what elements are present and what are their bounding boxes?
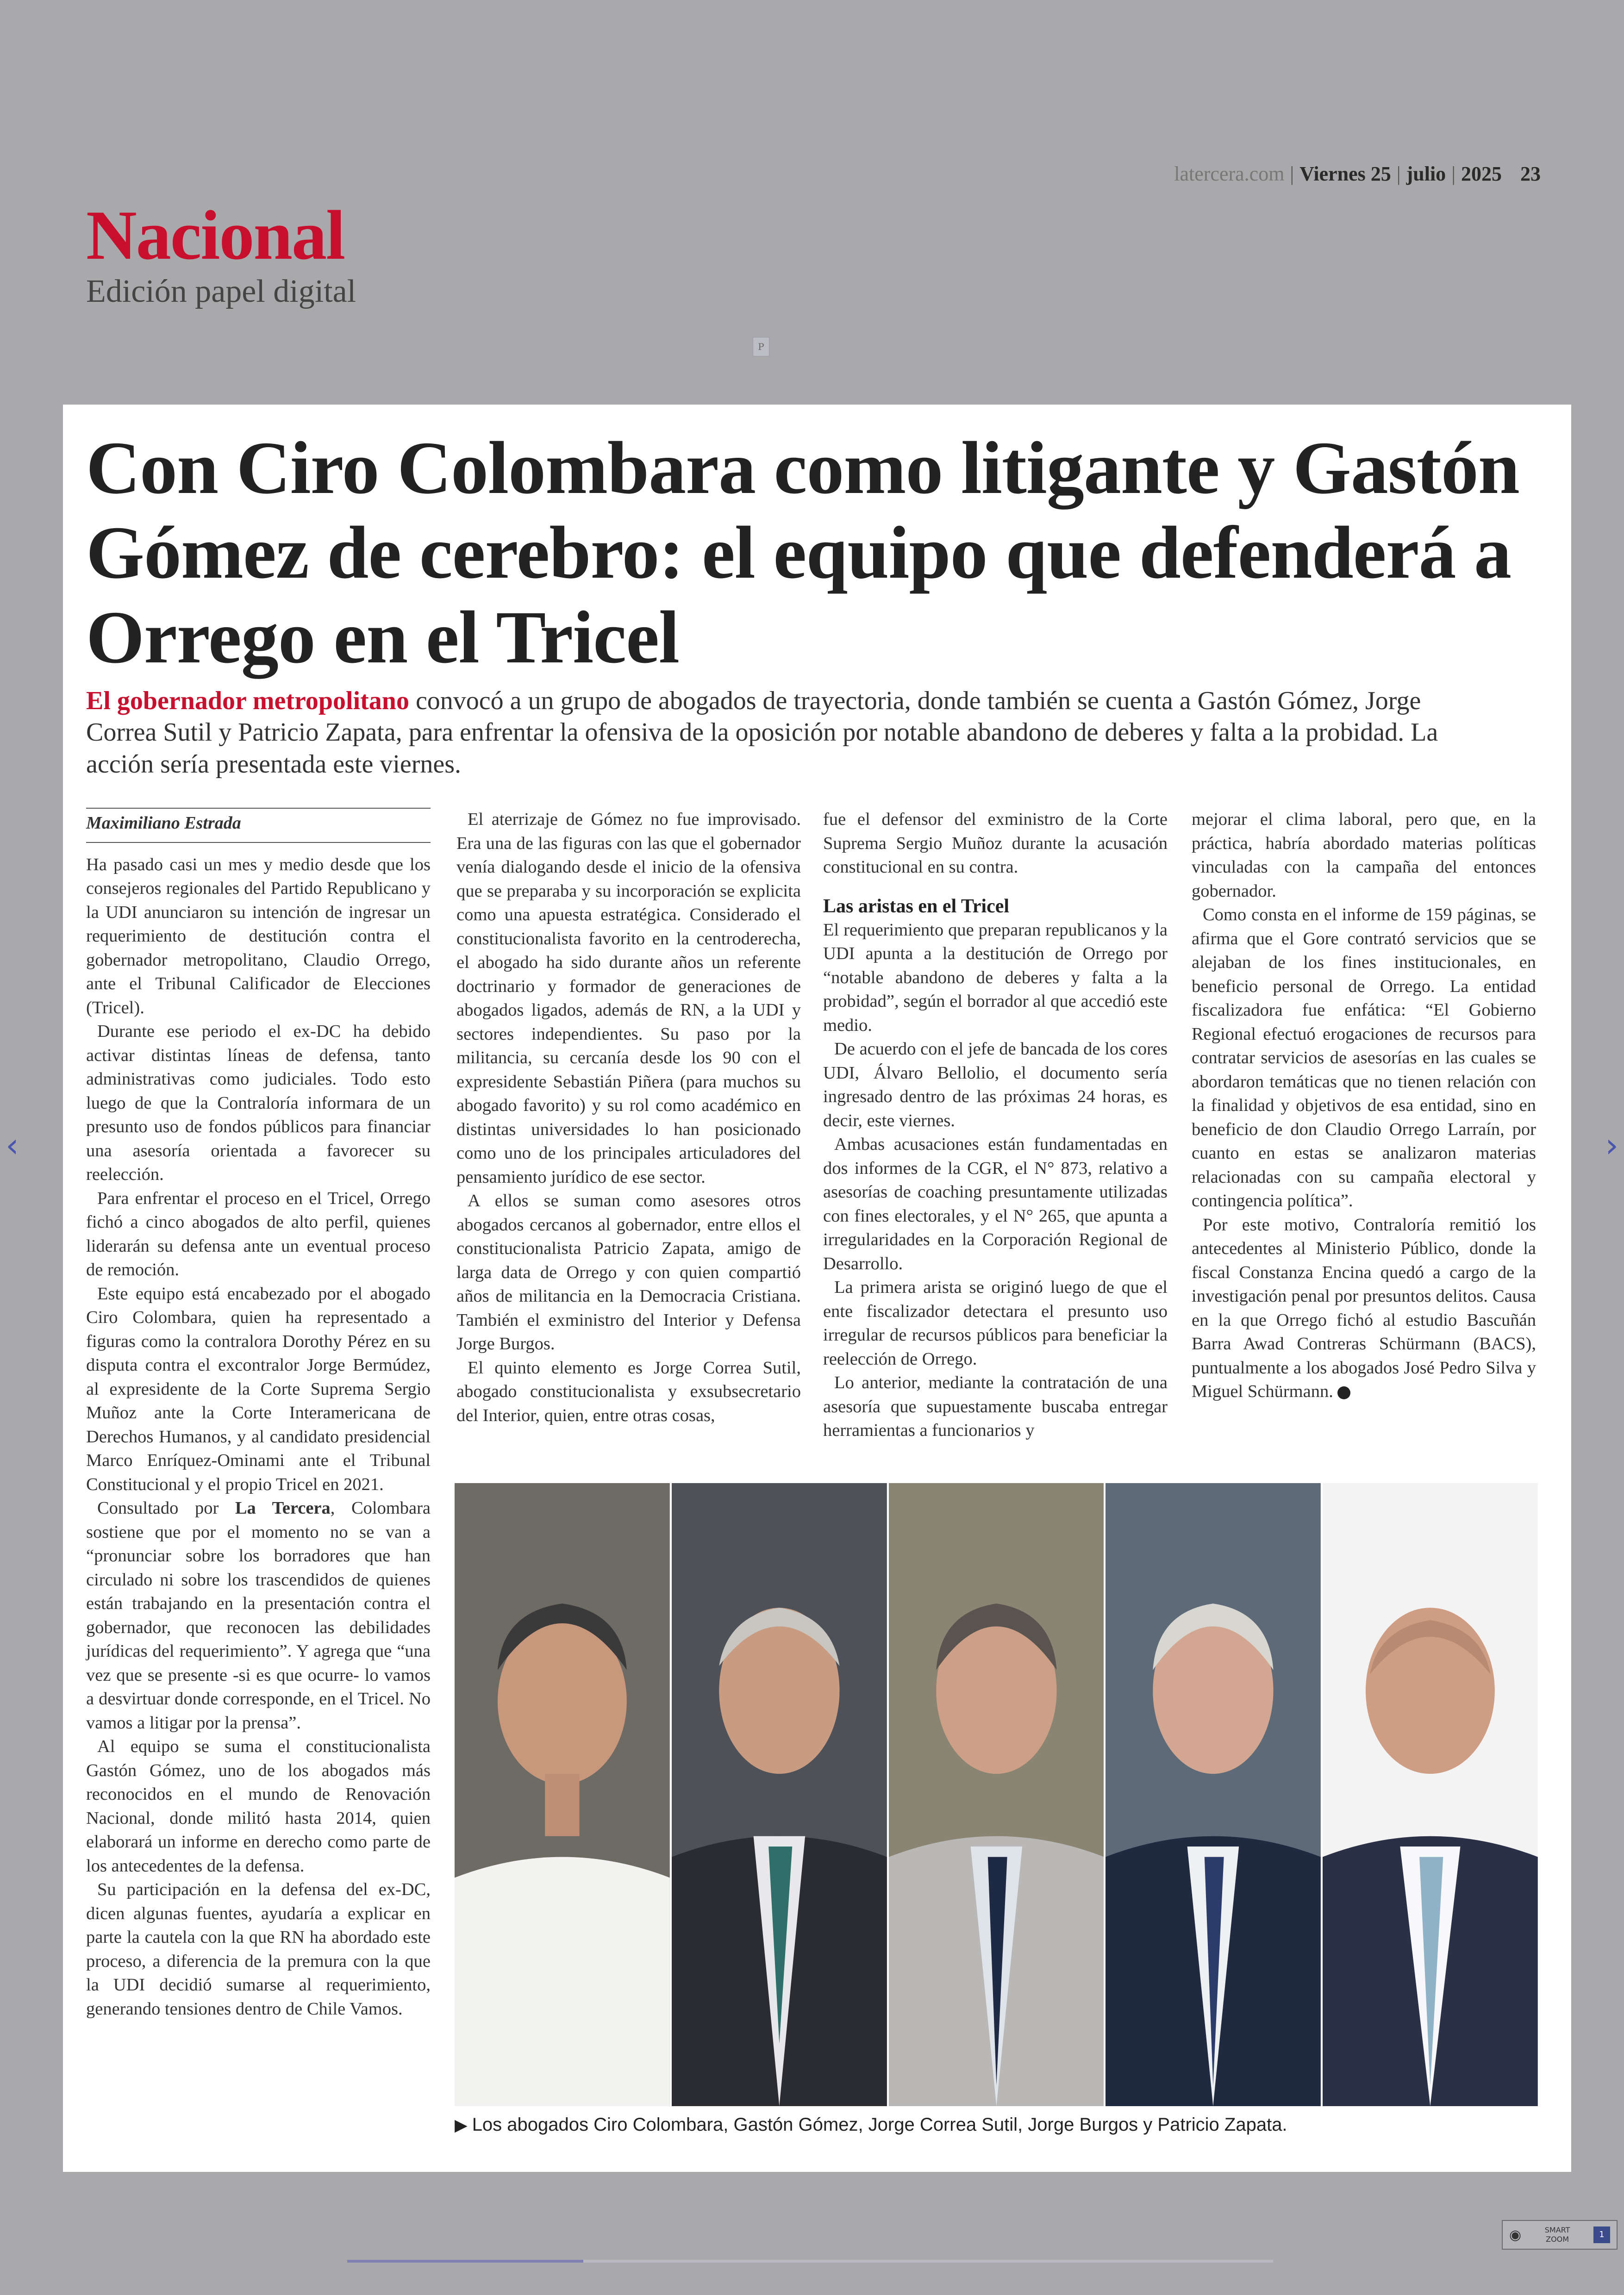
- column-3: [823, 808, 1168, 1443]
- paragraph: Para enfrentar el proceso en el Tricel, Orrego fichó a cinco abogados de alto perfil, quienes liderarán su defensa ante un eventual proceso de remoción.: [86, 1188, 431, 1279]
- paragraph: Como consta en el informe de 159 páginas, se afirma que el Gore contrató servicios que se alejaban de los fines institucionales, en beneficio personal de Orrego. La entidad fiscalizadora fue enfática: “El Gobierno Regional efectuó erogaciones de recursos para contratar servicios de asesorías en las cuales se abordaron temáticas que no tienen relación con la finalidad y objetivos de esa entidad, sino en beneficio de don Claudio Orrego Larraín, por cuanto en estas se analizaron materias relacionadas con su campaña electoral y contingencia política”.: [1192, 905, 1536, 1210]
- smart-zoom-button[interactable]: [1502, 2220, 1618, 2250]
- lead-paragraph: [86, 685, 1475, 780]
- eye-icon: ◉: [1509, 2226, 1522, 2243]
- column-1: [86, 808, 431, 2021]
- paragraph: Durante ese periodo el ex-DC ha debido activar distintas líneas de defensa, tanto administrativas como judiciales. Todo esto luego de que la Contraloría informara de un presunto uso de fondos públicos para financiar una asesoría orientada a favorecer su reelección.: [86, 1022, 431, 1184]
- edition-subtitle: Edición papel digital: [86, 274, 356, 309]
- paragraph: [1192, 1213, 1536, 1404]
- smart-zoom-label-line2: ZOOM: [1546, 2235, 1569, 2244]
- paragraph: La primera arista se originó luego de que el ente fiscalizador detectara el presunto uso irregular de recursos públicos para beneficiar la reelección de Orrego.: [823, 1278, 1168, 1369]
- paragraph: Ambas acusaciones están fundamentadas en dos informes de la CGR, el N° 873, relativo a asesorías de coaching presuntamente utilizadas con fines electorales, y el N° 265, que apunta a irregularidades en la Corporación Regional de Desarrollo.: [823, 1135, 1168, 1273]
- photo-caption: [455, 2114, 1287, 2135]
- page-number: 23: [1520, 162, 1541, 185]
- previous-page-icon[interactable]: ‹: [6, 1126, 19, 1165]
- section-title: Nacional: [86, 196, 345, 274]
- lead-highlight: El gobernador metropolitano: [86, 686, 409, 715]
- column-4: [1192, 808, 1536, 1404]
- paragraph: El requerimiento que preparan republicanos y la UDI apunta a la destitución de Orrego por “notable abandono de deberes y falta a la probidad”, según el borrador al que accedió este medio.: [823, 920, 1168, 1035]
- headline: Con Ciro Colombara como litigante y Gastón Gómez de cerebro: el equipo que defenderá a Orrego en el Tricel: [86, 427, 1519, 680]
- paragraph-text: , Colombara sostiene que por el momento no se van a “pronunciar sobre los borradores que han circulado ni sobre los trascendidos de quienes están trabajando en la presentación contra el gobernador, que reconocen las debilidades jurídicas del requerimiento”. Y agrega que “una vez que se presente -si es que ocurre- lo vamos a desvirtuar donde corresponde, en el Tricel. No vamos a litigar por la prensa”.: [86, 1498, 431, 1733]
- issue-month: julio: [1406, 162, 1446, 185]
- column-2: [456, 808, 801, 1428]
- page-marker[interactable]: P: [753, 337, 769, 356]
- paragraph: fue el defensor del exministro de la Corte Suprema Sergio Muñoz durante la acusación constitucional en su contra.: [823, 810, 1168, 877]
- page-progress-fill: [347, 2260, 583, 2263]
- caption-arrow-icon: ▶: [455, 2115, 468, 2134]
- paragraph: Al equipo se suma el constitucionalista Gastón Gómez, uno de los abogados más reconocidos en el mundo de Renovación Nacional, donde militó hasta 2014, quien elaborará un informe en derecho como parte de los antecedentes de la defensa.: [86, 1737, 431, 1876]
- portrait-photo-5: [1323, 1483, 1538, 2106]
- issue-year: 2025: [1461, 162, 1502, 185]
- paragraph: El aterrizaje de Gómez no fue improvisado. Era una de las figuras con las que el gobernador venía dialogando desde el inicio de la ofensiva que se preparaba y su incorporación se explicita como una apuesta estratégica. Considerado el constitucionalista favorito en la centroderecha, el abogado ha sido durante años un referente doctrinario y formador de generaciones de abogados ligados, además de RN, a la UDI y sectores independientes. Su paso por la militancia, su cercanía desde los 90 con el expresidente Sebastián Piñera (para muchos su abogado favorito) y su rol como académico en distintas universidades lo han posicionado como uno de los principales articuladores del pensamiento jurídico de ese sector.: [456, 810, 801, 1187]
- end-mark-icon: [1337, 1386, 1350, 1399]
- photo-strip: [455, 1483, 1538, 2106]
- subheading: Las aristas en el Tricel: [823, 895, 1010, 917]
- lead-text: convocó a un grupo de abogados de trayectoria, donde también se cuenta a Gastón Gómez, Jorge Correa Sutil y Patricio Zapata, para enfrentar la ofensiva de la oposición por notable abandono de deberes y falta a la probidad. La acción sería presentada este viernes.: [86, 686, 1438, 779]
- site-name: latercera.com: [1174, 162, 1285, 185]
- smart-zoom-label: [1545, 2226, 1570, 2244]
- portrait-photo-1: [455, 1483, 670, 2106]
- next-page-icon[interactable]: ›: [1605, 1126, 1618, 1165]
- byline: Maximiliano Estrada: [86, 808, 431, 843]
- caption-text: Los abogados Ciro Colombara, Gastón Gómez, Jorge Correa Sutil, Jorge Burgos y Patricio Zapata.: [472, 2114, 1287, 2135]
- smart-zoom-label-line1: SMART: [1544, 2226, 1570, 2234]
- portrait-photo-2: [672, 1483, 887, 2106]
- paragraph: De acuerdo con el jefe de bancada de los cores UDI, Álvaro Bellolio, el documento sería ingresado dentro de las próximas 24 horas, es decir, este viernes.: [823, 1039, 1168, 1130]
- paragraph: [86, 1497, 431, 1735]
- paragraph: El quinto elemento es Jorge Correa Sutil, abogado constitucionalista y exsubsecretario del Interior, quien, entre otras cosas,: [456, 1358, 801, 1425]
- paragraph: Su participación en la defensa del ex-DC, dicen algunas fuentes, ayudaría a explicar en parte la cautela con la que RN ha abordado este proceso, a diferencia de la premura con la que la UDI decidió sumarse al requerimiento, generando tensiones dentro de Chile Vamos.: [86, 1880, 431, 2019]
- smart-zoom-badge: 1: [1593, 2226, 1610, 2243]
- portrait-photo-3: [889, 1483, 1104, 2106]
- paragraph-text: Por este motivo, Contraloría remitió los antecedentes al Ministerio Público, donde la fiscal Constanza Encina quedó a cargo de la investigación penal por presuntos delitos. Causa en la que Orrego fichó al estudio Bascuñán Barra Awad Contreras Schürmann (BACS), puntualmente a los abogados José Pedro Silva y Miguel Schürmann.: [1192, 1215, 1536, 1401]
- paragraph-text: Consultado por: [97, 1498, 235, 1518]
- paragraph: Lo anterior, mediante la contratación de una asesoría que supuestamente buscaba entregar herramientas a funcionarios y: [823, 1373, 1168, 1440]
- newspaper-name: La Tercera: [235, 1498, 331, 1518]
- paragraph: Ha pasado casi un mes y medio desde que los consejeros regionales del Partido Republicano y la UDI anunciaron su intención de ingresar un requerimiento de destitución contra el gobernador metropolitano, Claudio Orrego, ante el Tribunal Calificador de Elecciones (Tricel).: [86, 854, 431, 1017]
- paragraph: Este equipo está encabezado por el abogado Ciro Colombara, quien ha representado a figuras como la contralora Dorothy Pérez en su disputa contra el excontralor Jorge Bermúdez, al expresidente de la Corte Suprema Sergio Muñoz ante la Corte Interamericana de Derechos Humanos, y al candidato presidencial Marco Enríquez-Ominami ante el Tribunal Constitucional y el propio Tricel en 2021.: [86, 1284, 431, 1494]
- masthead-info: latercera.com | Viernes 25 | julio | 2025 23: [1174, 162, 1541, 185]
- portrait-photo-4: [1106, 1483, 1321, 2106]
- paragraph: mejorar el clima laboral, pero que, en la práctica, habría abordado materias políticas vinculadas con la campaña del entonces gobernador.: [1192, 810, 1536, 901]
- issue-day: Viernes 25: [1299, 162, 1391, 185]
- paragraph: A ellos se suman como asesores otros abogados cercanos al gobernador, entre ellos el constitucionalista Patricio Zapata, amigo de larga data de Orrego y con quien compartió años de militancia en la Democracia Cristiana. También el exministro del Interior y Defensa Jorge Burgos.: [456, 1191, 801, 1353]
